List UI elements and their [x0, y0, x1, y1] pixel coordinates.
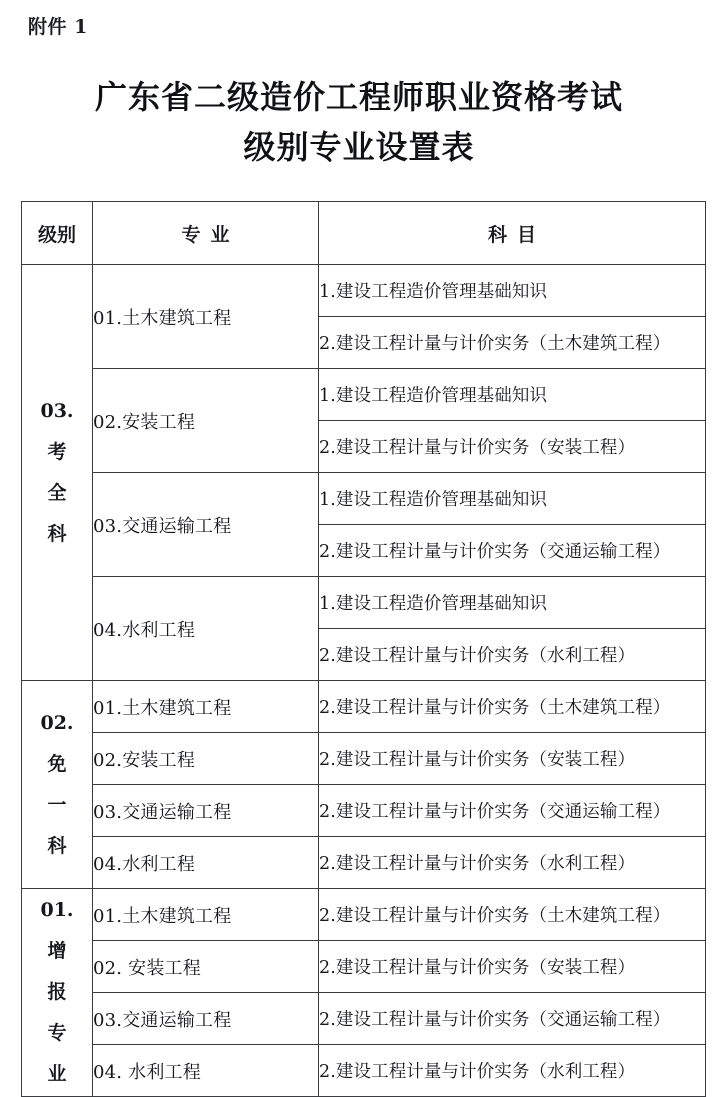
subject-cell: 1.建设工程造价管理基础知识 — [319, 577, 706, 629]
level-char: 增 — [47, 940, 67, 962]
subject-cell: 2.建设工程计量与计价实务（土木建筑工程） — [319, 317, 706, 369]
page-title-line-1: 广东省二级造价工程师职业资格考试 — [94, 78, 623, 116]
level-char: 02. — [40, 711, 74, 734]
table-row — [22, 733, 706, 785]
major-cell: 04. 水利工程 — [93, 1045, 319, 1097]
level-char: 01. — [40, 899, 74, 921]
table-row — [22, 941, 706, 993]
table-row — [22, 369, 706, 421]
subject-cell: 2.建设工程计量与计价实务（水利工程） — [319, 629, 706, 681]
column-header-major: 专业 — [93, 202, 319, 265]
table-header-row — [22, 202, 706, 265]
column-header-level: 级别 — [22, 202, 93, 265]
table-row — [22, 889, 706, 941]
major-cell: 01.土木建筑工程 — [93, 265, 319, 369]
subject-cell: 2.建设工程计量与计价实务（交通运输工程） — [319, 785, 706, 837]
table-row — [22, 473, 706, 525]
level-char: 全 — [47, 481, 67, 504]
level-char: 科 — [47, 834, 67, 857]
major-cell: 01.土木建筑工程 — [93, 889, 319, 941]
level-char: 考 — [47, 440, 67, 463]
table-row — [22, 577, 706, 629]
level-text-stack — [22, 399, 92, 545]
subject-cell: 1.建设工程造价管理基础知识 — [319, 369, 706, 421]
level-char: 一 — [47, 793, 67, 816]
major-cell: 02.安装工程 — [93, 733, 319, 785]
major-cell: 03.交通运输工程 — [93, 993, 319, 1045]
column-header-subject: 科目 — [319, 202, 706, 265]
page-title — [0, 72, 718, 172]
table-row — [22, 837, 706, 889]
level-text-stack — [22, 901, 92, 1084]
major-cell: 03.交通运输工程 — [93, 785, 319, 837]
subject-cell: 1.建设工程造价管理基础知识 — [319, 265, 706, 317]
table-row — [22, 785, 706, 837]
subject-cell: 2.建设工程计量与计价实务（安装工程） — [319, 421, 706, 473]
level-char: 报 — [47, 981, 67, 1003]
subject-cell: 2.建设工程计量与计价实务（土木建筑工程） — [319, 889, 706, 941]
table-row — [22, 993, 706, 1045]
subject-cell: 2.建设工程计量与计价实务（交通运输工程） — [319, 525, 706, 577]
table-row — [22, 1045, 706, 1097]
major-cell: 04.水利工程 — [93, 577, 319, 681]
level-cell-1 — [22, 265, 93, 681]
subject-cell: 2.建设工程计量与计价实务（土木建筑工程） — [319, 681, 706, 733]
level-major-subject-table — [21, 201, 706, 1097]
table-row — [22, 265, 706, 317]
subject-cell: 2.建设工程计量与计价实务（安装工程） — [319, 733, 706, 785]
page-title-line-2: 级别专业设置表 — [243, 128, 475, 166]
level-char: 免 — [47, 752, 67, 775]
subject-cell: 2.建设工程计量与计价实务（安装工程） — [319, 941, 706, 993]
major-cell: 04.水利工程 — [93, 837, 319, 889]
spec-table-container — [21, 201, 705, 1097]
major-cell: 01.土木建筑工程 — [93, 681, 319, 733]
attachment-label: 附件 1 — [28, 16, 88, 38]
subject-cell: 2.建设工程计量与计价实务（交通运输工程） — [319, 993, 706, 1045]
level-text-stack — [22, 711, 92, 857]
major-cell: 02. 安装工程 — [93, 941, 319, 993]
level-char: 业 — [47, 1063, 67, 1085]
subject-cell: 2.建设工程计量与计价实务（水利工程） — [319, 837, 706, 889]
table-row — [22, 681, 706, 733]
subject-cell: 2.建设工程计量与计价实务（水利工程） — [319, 1045, 706, 1097]
level-cell-3 — [22, 889, 93, 1097]
subject-cell: 1.建设工程造价管理基础知识 — [319, 473, 706, 525]
level-cell-2 — [22, 681, 93, 889]
level-char: 专 — [47, 1022, 67, 1044]
level-char: 03. — [40, 399, 74, 422]
major-cell: 02.安装工程 — [93, 369, 319, 473]
level-char: 科 — [47, 522, 67, 545]
major-cell: 03.交通运输工程 — [93, 473, 319, 577]
